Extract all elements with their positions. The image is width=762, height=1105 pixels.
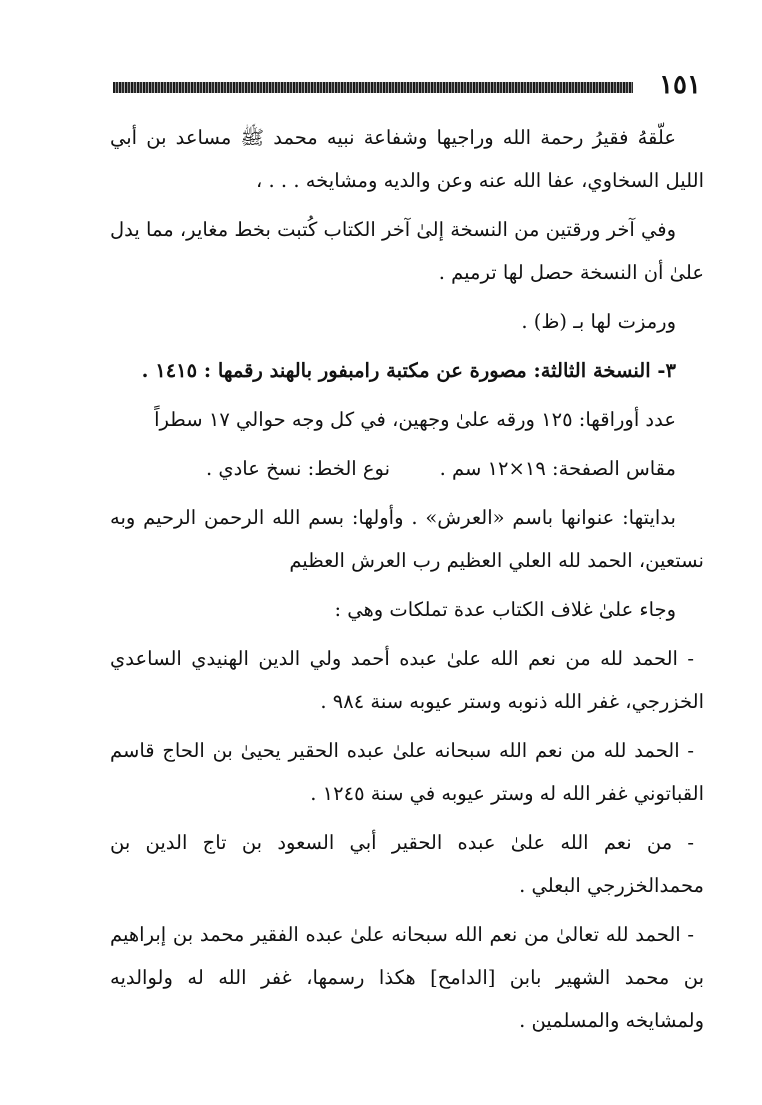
paragraph-leaf-count: عدد أوراقها: ١٢٥ ورقه علىٰ وجهين، في كل وجه حوالي ١٧ سطراً bbox=[154, 408, 676, 431]
paragraph-opening: بدايتها: عنوانها باسم «العرش» . وأولها: بسم الله الرحمن الرحيم وبه نستعين، الحمد لله العلي العظيم رب العرش العظيم bbox=[110, 506, 704, 572]
page-body bbox=[110, 116, 704, 1042]
ownership-entry: - من نعم الله علىٰ عبده الحقير أبي السعود بن تاج الدين بن محمدالخزرجي البعلي . bbox=[110, 831, 704, 897]
ownership-entry: - الحمد لله من نعم الله علىٰ عبده أحمد ولي الدين الهنيدي الساعدي الخزرجي، غفر الله ذنوبه وستر عيوبه سنة ٩٨٤ . bbox=[110, 647, 704, 713]
page-header bbox=[113, 66, 701, 106]
section-heading-third-copy: ٣- النسخة الثالثة: مصورة عن مكتبة رامبفور بالهند رقمها : ١٤١٥ . bbox=[141, 359, 676, 382]
ownership-entry: - الحمد لله تعالىٰ من نعم الله سبحانه علىٰ عبده الفقير محمد بن إبراهيم بن محمد الشهير بابن [الدامح] هكذا رسمها، غفر الله له ولوالديه ولمشايخه والمسلمين . bbox=[110, 923, 704, 1032]
header-rule bbox=[113, 82, 633, 93]
paragraph-ownerships-intro: وجاء علىٰ غلاف الكتاب عدة تملكات وهي : bbox=[334, 598, 676, 621]
paragraph-page-size: مقاس الصفحة: ١٩×١٢ سم . نوع الخط: نسخ عادي . bbox=[205, 457, 676, 480]
paragraph-restoration: وفي آخر ورقتين من النسخة إلىٰ آخر الكتاب كُتبت بخط مغاير، مما يدل علىٰ أن النسخة حصل لها ترميم . bbox=[110, 218, 704, 284]
paragraph-symbol: ورمزت لها بـ (ظ) . bbox=[521, 310, 676, 333]
paragraph-colophon: علّقهُ فقيرُ رحمة الله وراجيها وشفاعة نبيه محمد ﷺ مساعد بن أبي الليل السخاوي، عفا الله عنه وعن والديه ومشايخه . . . ، bbox=[110, 126, 704, 192]
ownership-entry: - الحمد لله من نعم الله سبحانه علىٰ عبده الحقير يحيىٰ بن الحاج قاسم القباتوني غفر الله له وستر عيوبه في سنة ١٢٤٥ . bbox=[110, 739, 704, 805]
page-number: ١٥١ bbox=[659, 70, 701, 100]
